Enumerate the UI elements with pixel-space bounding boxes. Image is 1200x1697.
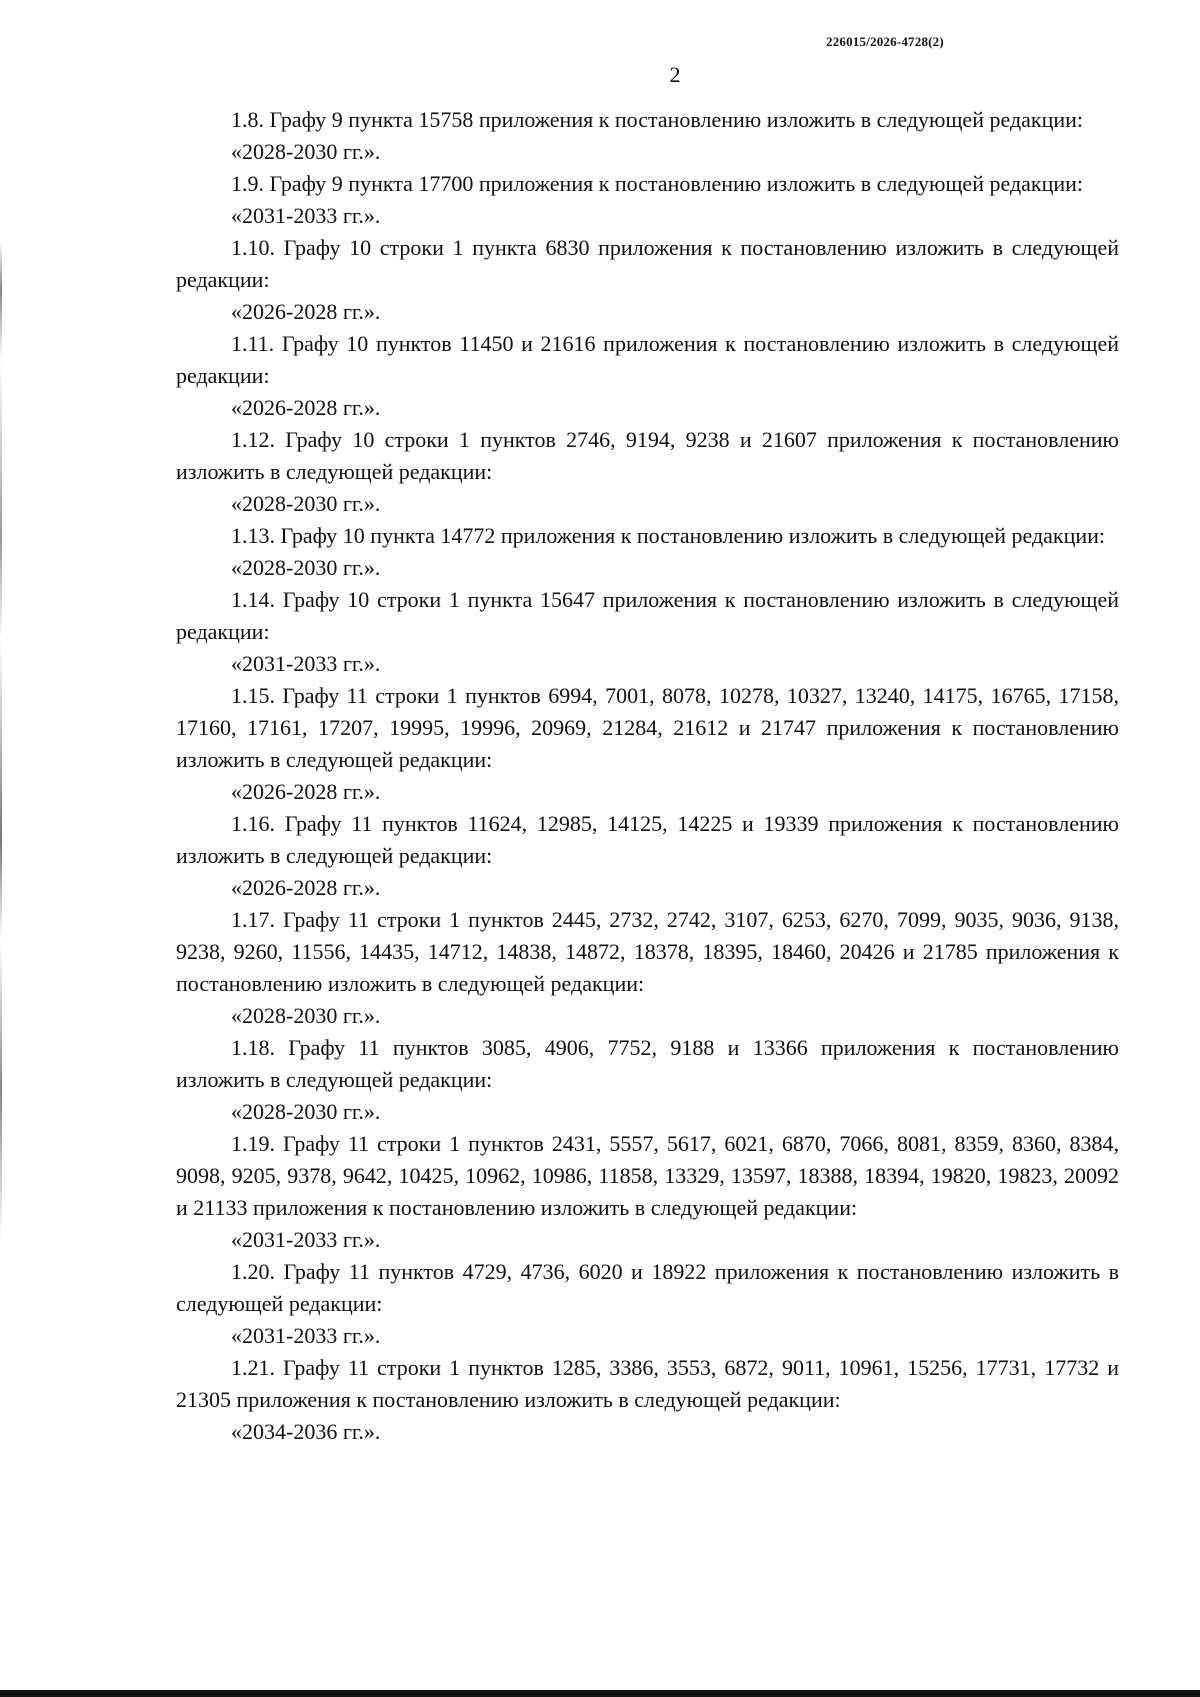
item-1-9-value: «2031-2033 гг.». xyxy=(231,203,381,228)
page-number: 2 xyxy=(669,62,681,87)
item-1-19-text: 1.19. Графу 11 строки 1 пунктов 2431, 5557, 5617, 6021, 6870, 7066, 8081, 8359, 8360, 8384, 9098, 9205, 9378, 9642, 10425, 10962, 10986, 11858, 13329, 13597, 18388, 18394, 19820, 19823, 20092 и 21133 приложения к постановлению изложить в следующей редакции: xyxy=(176,1131,1119,1220)
scan-artifact-left-edge xyxy=(0,240,2,1240)
item-1-18-value: «2028-2030 гг.». xyxy=(231,1099,381,1124)
item-1-19-value: «2031-2033 гг.». xyxy=(231,1227,381,1252)
item-1-20-text: 1.20. Графу 11 пунктов 4729, 4736, 6020 и 18922 приложения к постановлению изложить в следующей редакции: xyxy=(176,1259,1119,1316)
item-1-8-value: «2028-2030 гг.». xyxy=(231,139,381,164)
item-1-21-text: 1.21. Графу 11 строки 1 пунктов 1285, 3386, 3553, 6872, 9011, 10961, 15256, 17731, 17732 и 21305 приложения к постановлению изложить в следующей редакции: xyxy=(176,1355,1119,1412)
item-1-16-text: 1.16. Графу 11 пунктов 11624, 12985, 14125, 14225 и 19339 приложения к постановлению изложить в следующей редакции: xyxy=(176,811,1119,868)
item-1-13-text: 1.13. Графу 10 пункта 14772 приложения к постановлению изложить в следующей редакции: xyxy=(231,523,1106,548)
scan-artifact-bottom-edge xyxy=(0,1690,1200,1697)
item-1-18-text: 1.18. Графу 11 пунктов 3085, 4906, 7752, 9188 и 13366 приложения к постановлению изложить в следующей редакции: xyxy=(176,1035,1119,1092)
item-1-11-text: 1.11. Графу 10 пунктов 11450 и 21616 приложения к постановлению изложить в следующей редакции: xyxy=(176,331,1119,388)
item-1-13-value: «2028-2030 гг.». xyxy=(231,555,381,580)
item-1-12-text: 1.12. Графу 10 строки 1 пунктов 2746, 9194, 9238 и 21607 приложения к постановлению изложить в следующей редакции: xyxy=(176,427,1119,484)
item-1-20-value: «2031-2033 гг.». xyxy=(231,1323,381,1348)
item-1-10-text: 1.10. Графу 10 строки 1 пункта 6830 приложения к постановлению изложить в следующей редакции: xyxy=(176,235,1119,292)
item-1-17-value: «2028-2030 гг.». xyxy=(231,1003,381,1028)
item-1-12-value: «2028-2030 гг.». xyxy=(231,491,381,516)
item-1-14-value: «2031-2033 гг.». xyxy=(231,651,381,676)
item-1-15-text: 1.15. Графу 11 строки 1 пунктов 6994, 7001, 8078, 10278, 10327, 13240, 14175, 16765, 17158, 17160, 17161, 17207, 19995, 19996, 20969, 21284, 21612 и 21747 приложения к постановлению изложить в следующей редакции: xyxy=(176,683,1119,772)
item-1-10-value: «2026-2028 гг.». xyxy=(231,299,381,324)
item-1-16-value: «2026-2028 гг.». xyxy=(231,875,381,900)
document-number: 226015/2026-4728(2) xyxy=(826,34,944,49)
item-1-17-text: 1.17. Графу 11 строки 1 пунктов 2445, 2732, 2742, 3107, 6253, 6270, 7099, 9035, 9036, 9138, 9238, 9260, 11556, 14435, 14712, 14838, 14872, 18378, 18395, 18460, 20426 и 21785 приложения к постановлению изложить в следующей редакции: xyxy=(176,907,1119,996)
document-body xyxy=(176,104,1119,1448)
item-1-9-text: 1.9. Графу 9 пункта 17700 приложения к постановлению изложить в следующей редакции: xyxy=(231,171,1084,196)
item-1-11-value: «2026-2028 гг.». xyxy=(231,395,381,420)
item-1-14-text: 1.14. Графу 10 строки 1 пункта 15647 приложения к постановлению изложить в следующей редакции: xyxy=(176,587,1119,644)
item-1-21-value: «2034-2036 гг.». xyxy=(231,1419,381,1444)
item-1-15-value: «2026-2028 гг.». xyxy=(231,779,381,804)
item-1-8-text: 1.8. Графу 9 пункта 15758 приложения к постановлению изложить в следующей редакции: xyxy=(231,107,1084,132)
